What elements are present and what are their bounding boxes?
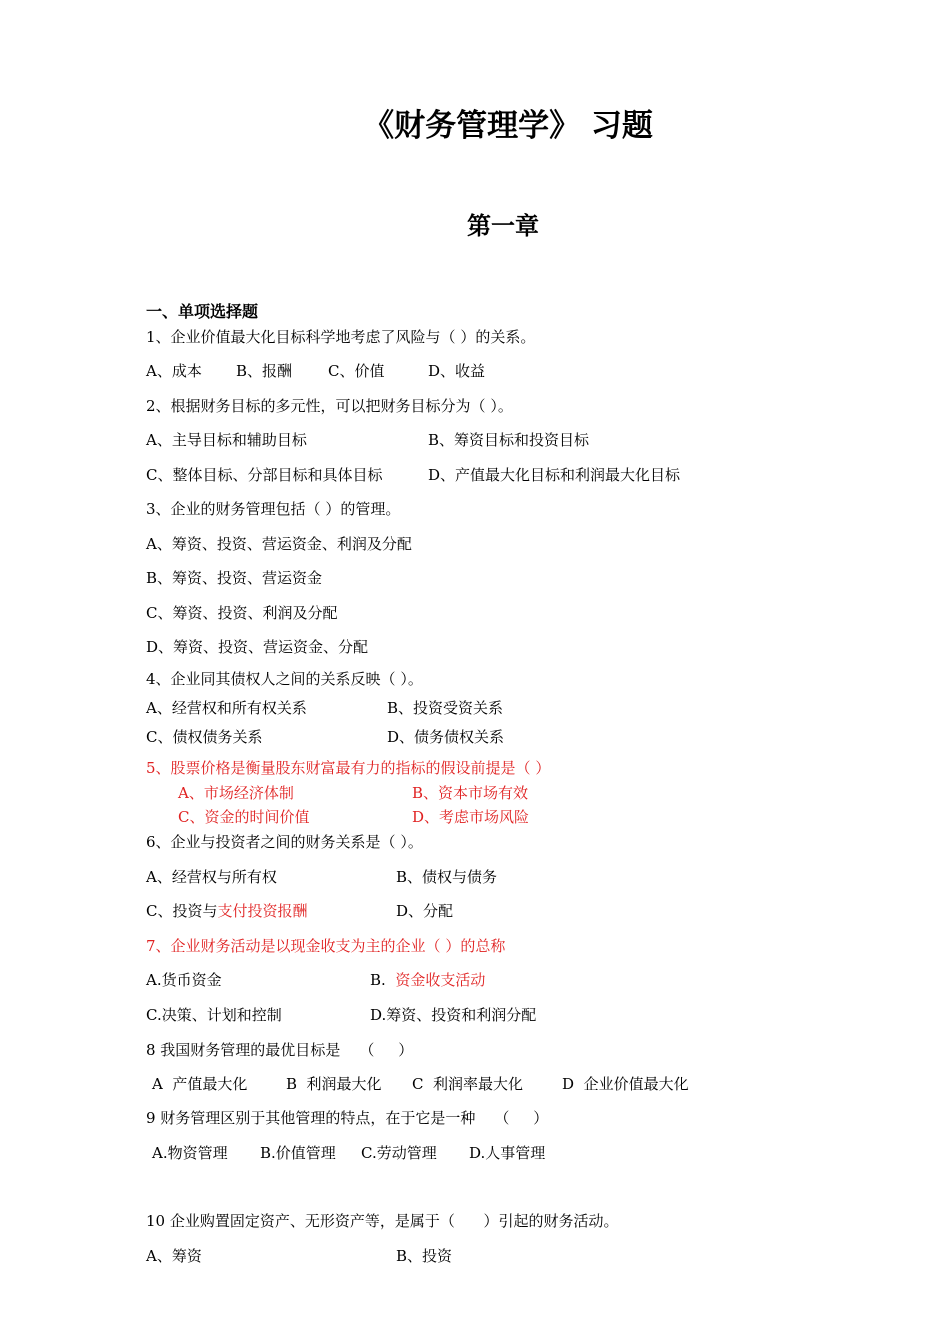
q3-option-c: C、筹资、投资、利润及分配 bbox=[146, 604, 338, 622]
q1-option-a: A、成本 bbox=[146, 362, 202, 380]
q8-option-c: C 利润率最大化 bbox=[412, 1075, 524, 1093]
document-title: 《财务管理学》 习题 bbox=[363, 108, 653, 144]
question-2: 2、根据财务目标的多元性，可以把财务目标分为（ ）。 bbox=[146, 397, 513, 415]
question-3: 3、企业的财务管理包括（ ）的管理。 bbox=[146, 500, 401, 518]
q8-option-a: A 产值最大化 bbox=[152, 1075, 248, 1093]
q6-option-c-highlight: 支付投资报酬 bbox=[217, 902, 308, 920]
q9-option-c: C.劳动管理 bbox=[361, 1144, 437, 1162]
q2-option-d: D、产值最大化目标和利润最大化目标 bbox=[428, 466, 681, 484]
q10-option-a: A、筹资 bbox=[146, 1247, 202, 1265]
q7-option-c: C.决策、计划和控制 bbox=[146, 1006, 282, 1024]
q4-option-c: C、债权债务关系 bbox=[146, 728, 263, 746]
chapter-heading: 第一章 bbox=[467, 212, 539, 240]
q9-option-a: A.物资管理 bbox=[152, 1144, 228, 1162]
q10-option-b: B、投资 bbox=[396, 1247, 453, 1265]
question-9: 9 财务管理区别于其他管理的特点，在于它是一种 （ ） bbox=[146, 1109, 549, 1127]
q6-option-c bbox=[146, 901, 308, 921]
question-1: 1、企业价值最大化目标科学地考虑了风险与（ ）的关系。 bbox=[146, 328, 536, 346]
q4-option-a: A、经营权和所有权关系 bbox=[146, 699, 307, 717]
q4-option-b: B、投资受资关系 bbox=[387, 699, 504, 717]
question-10: 10 企业购置固定资产、无形资产等，是属于（ ）引起的财务活动。 bbox=[146, 1212, 619, 1230]
q2-option-a: A、主导目标和辅助目标 bbox=[146, 431, 307, 449]
q8-option-b: B 利润最大化 bbox=[286, 1075, 382, 1093]
q7-option-d: D.筹资、投资和利润分配 bbox=[370, 1006, 537, 1024]
q7-option-b-highlight: 资金收支活动 bbox=[395, 971, 486, 989]
q9-option-d: D.人事管理 bbox=[469, 1144, 546, 1162]
question-4: 4、企业同其债权人之间的关系反映（ ）。 bbox=[146, 670, 423, 688]
q6-option-d: D、分配 bbox=[396, 902, 454, 920]
q9-option-b: B.价值管理 bbox=[260, 1144, 336, 1162]
q6-option-a: A、经营权与所有权 bbox=[146, 868, 277, 886]
q3-option-d: D、筹资、投资、营运资金、分配 bbox=[146, 638, 369, 656]
question-6: 6、企业与投资者之间的财务关系是（ ）。 bbox=[146, 833, 423, 851]
q6-option-c-prefix: C、投资与 bbox=[146, 902, 218, 920]
q5-option-d: D、考虑市场风险 bbox=[412, 808, 530, 826]
section-heading: 一、单项选择题 bbox=[146, 302, 259, 321]
q6-option-b: B、债权与债务 bbox=[396, 868, 498, 886]
q3-option-b: B、筹资、投资、营运资金 bbox=[146, 569, 323, 587]
q5-option-c: C、资金的时间价值 bbox=[178, 808, 310, 826]
q2-option-b: B、筹资目标和投资目标 bbox=[428, 431, 590, 449]
q4-option-d: D、债务债权关系 bbox=[387, 728, 505, 746]
q7-option-b bbox=[370, 970, 485, 990]
q5-option-b: B、资本市场有效 bbox=[412, 784, 529, 802]
q5-option-a: A、市场经济体制 bbox=[178, 784, 294, 802]
q1-option-b: B、报酬 bbox=[236, 362, 293, 380]
q3-option-a: A、筹资、投资、营运资金、利润及分配 bbox=[146, 535, 412, 553]
question-7: 7、企业财务活动是以现金收支为主的企业（ ）的总称 bbox=[146, 937, 506, 955]
q7-option-b-prefix: B. bbox=[370, 971, 396, 989]
q2-option-c: C、整体目标、分部目标和具体目标 bbox=[146, 466, 383, 484]
q1-option-d: D、收益 bbox=[428, 362, 486, 380]
q8-option-d: D 企业价值最大化 bbox=[562, 1075, 689, 1093]
q7-option-a: A.货币资金 bbox=[146, 971, 222, 989]
question-8: 8 我国财务管理的最优目标是 （ ） bbox=[146, 1041, 414, 1059]
question-5: 5、股票价格是衡量股东财富最有力的指标的假设前提是（ ） bbox=[146, 759, 551, 777]
q1-option-c: C、价值 bbox=[328, 362, 385, 380]
